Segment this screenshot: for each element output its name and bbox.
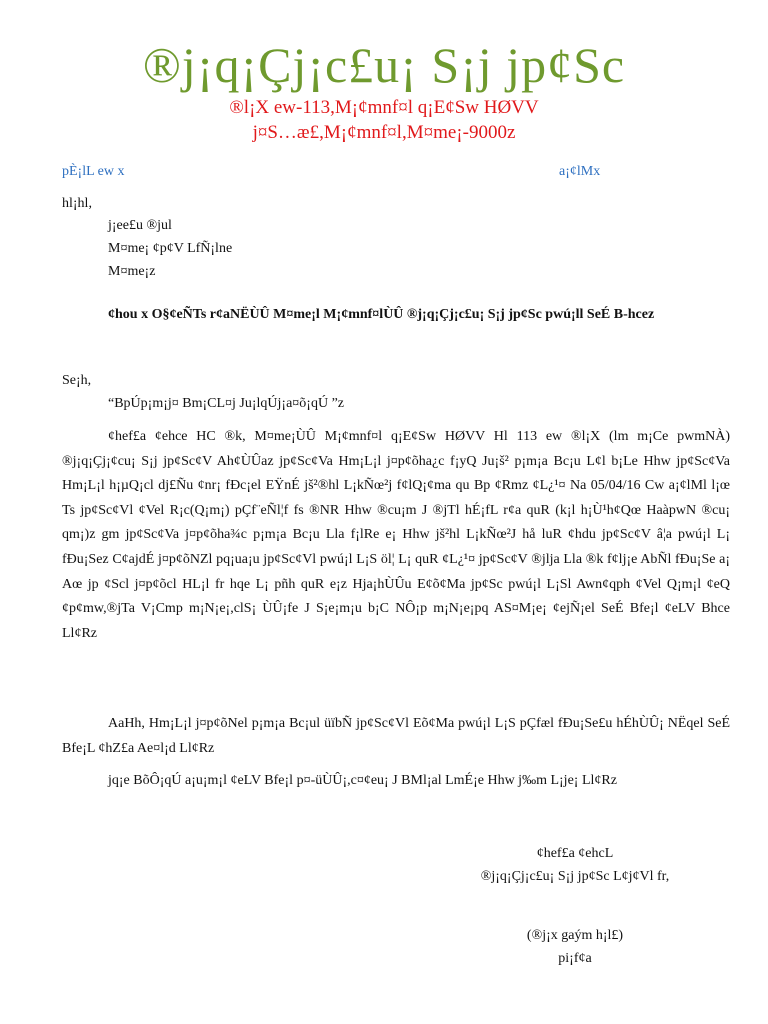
recipient-heading: hl¡hl, bbox=[62, 196, 92, 211]
memo-number-label: pÈ¡lL ew x bbox=[62, 164, 125, 179]
recipient-line: M¤me¡z bbox=[108, 264, 156, 279]
address-line-2: j¤S…æ£,M¡¢mnf¤l,M¤me¡-9000z bbox=[252, 122, 516, 143]
salutation: Se¡h, bbox=[62, 373, 92, 388]
subject-line: ¢hou x O§¢eÑTs r¢aNËÙÛ M¤me¡l M¡¢mnf¤lÙÛ ®j¡q¡Çj¡c£u¡ S¡j jp¢Sc pwú¡ll SeÉ B-hcez bbox=[108, 307, 655, 322]
signature-closing: ¢hef£a ¢ehcL bbox=[536, 846, 614, 861]
body-paragraph: ¢hef£a ¢ehce HC ®k, M¤me¡ÙÛ M¡¢mnf¤l q¡E¢Sw HØVV Hl 113 ew ®l¡X (lm m¡Ce pwmNÀ) ®j¡q¡Çj¡¢cu¡ S¡j jp¢Sc¢V Ah¢ÙÛaz jp¢Sc¢Va Hm¡L¡l j¤p¢õha¿c f¡yQ Ju¡š² p¡m¡a Bc¡u L¢l b¡Le Hhw jp¢Sc¢Va Hm¡L¡l h¡µQ¡cl dj£Ñu ¢nr¡ fÐc¡el EŸnÉ jš²®hl L¡kÑœ²j f¢lQ¡¢ma qu Bp ¢Rmz ¢L¿¹¤ Na 05/04/16 Cw a¡¢lMl l¡œ Ts jp¢Sc¢Vl ¢Vel R¡c(Q¡m¡) pÇf¨eÑl¦f fs ®NR Hhw ®cu¡m J ®jTl hÉ¡fL r¢a quR (k¡l h¡Ù¹h¢Qœ HaàpwN ®cu¡ qm¡)z gm jp¢Sc¢Va j¤p¢õha¾c p¡m¡a Bc¡u Lla f¡lRe e¡ Hhw jš²hl L¡kÑœ²J hå luR ¢hdu jp¢Sc¢V â¦a pwú¡l L¡ fÐu¡Sez C¢ajdÉ j¤p¢õNZl pq¡ua¡u jp¢Sc¢Vl pwú¡l L¡S öl¦ L¡ quR ¢L¿¹¤ jp¢Sc¢V ®jlja Lla ®k f¢lj¡e AbÑl fÐu¡Se a¡ Aœ jp ¢Scl j¤p¢õcl HL¡l fr hqe L¡ pñh quR e¡z Hja¡hÙÛu E¢õ¢Ma jp¢Sc pwú¡l L¡Sl Awn¢qph ¢Vel Q¡m¡l ¢eQ ¢p¢mw,®jTa V¡Cmp m¡N¡e¡,clS¡ ÙÛ¡fe J S¡e¡m¡u b¡C NÔ¡p m¡N¡e¡pq AS¤M¡e¡ ¢ejÑ¡el SeÉ Bfe¡l ¢eLV Bhce Ll¢Rz bbox=[62, 429, 730, 641]
organization-title: ®j¡q¡Çj¡c£u¡ S¡j jp¢Sc bbox=[142, 37, 626, 93]
greeting-quote: “BpÚp¡m¡j¤ Bm¡CL¤j Ju¡lqÚj¡a¤õ¡qÚ ”z bbox=[108, 396, 345, 411]
address-line-1: ®l¡X ew-113,M¡¢mnf¤l q¡E¢Sw HØVV bbox=[229, 97, 539, 118]
signature-organization: ®j¡q¡Çj¡c£u¡ S¡j jp¢Sc L¢j¢Vl fr, bbox=[480, 869, 670, 884]
recipient-line: j¡ee£u ®jul bbox=[108, 218, 172, 233]
signatory-title: pi¡f¢a bbox=[558, 951, 592, 966]
body-paragraph: AaHh, Hm¡L¡l j¤p¢õNel p¡m¡a Bc¡ul üïbÑ jp¢Sc¢Vl Eõ¢Ma pwú¡l L¡S pÇfæl fÐu¡Se£u hÉhÙÛ¡ NËqel SeÉ Bfe¡L ¢hZ£a Ae¤l¡d Ll¢Rz bbox=[62, 716, 730, 756]
recipient-line: M¤me¡ ¢p¢V LfÑ¡lne bbox=[108, 241, 233, 256]
date-label: a¡¢lMx bbox=[559, 164, 601, 179]
signatory-name: (®j¡x gaým h¡l£) bbox=[526, 928, 624, 943]
body-paragraph: jq¡e BõÔ¡qÚ a¡u¡m¡l ¢eLV Bfe¡l p¤-üÙÛ¡,c¤¢eu¡ J BMl¡al LmÉ¡e Hhw j‰m L¡je¡ Ll¢Rz bbox=[108, 773, 617, 788]
